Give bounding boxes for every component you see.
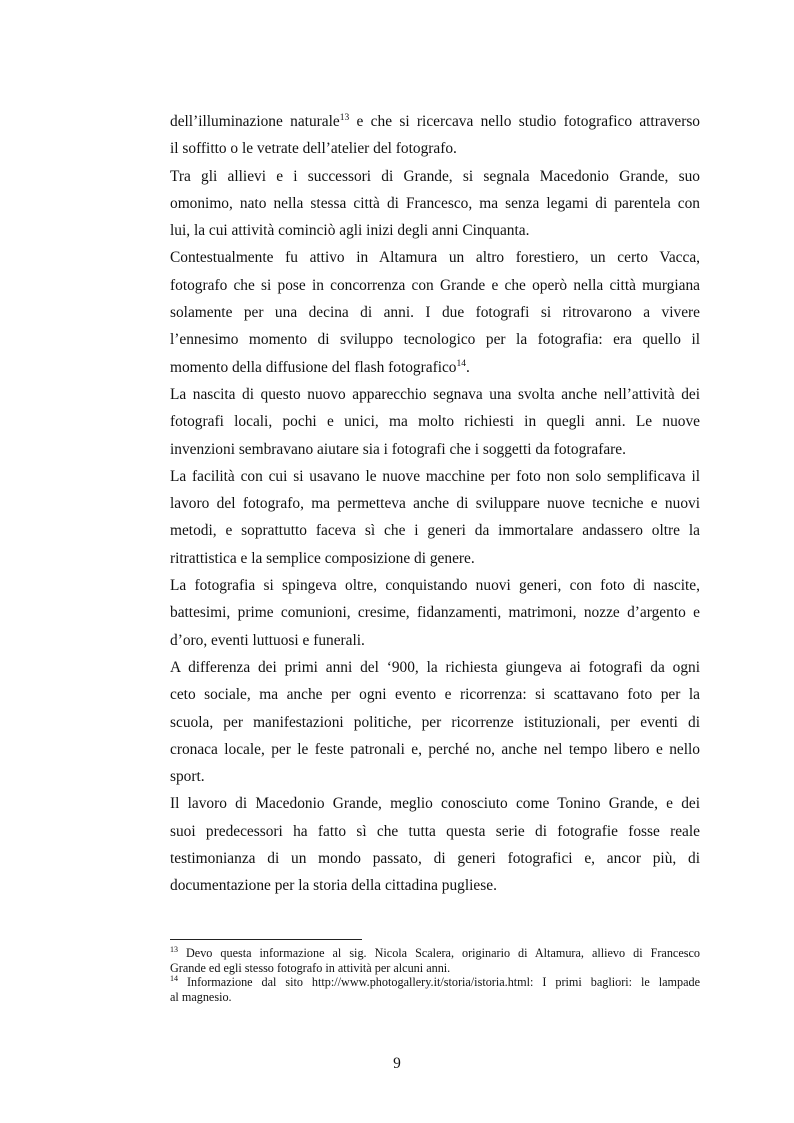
footnote-number: 13	[170, 945, 178, 954]
footnote-line: $^{14}$ Informazione dal sito http://www.photogallery.it/storia/istoria.html: I primi bagliori: le lampade	[170, 974, 700, 990]
text-line: A differenza dei primi anni del ‘900, la richiesta giungeva ai fotografi da ogni	[170, 658, 700, 676]
text-line: Il lavoro di Macedonio Grande, meglio conosciuto come Tonino Grande, e dei	[170, 795, 700, 813]
text-line: dell’illuminazione naturale$^{13}$ e che si ricercava nello studio fotografico attraverso	[170, 113, 701, 130]
text-line: solamente per una decina di anni. I due fotografi si ritrovarono a vivere	[170, 304, 700, 322]
text-line: suoi predecessori ha fatto sì che tutta questa serie di fotografie fosse reale	[170, 822, 700, 840]
footnote-line: $^{13}$ Devo questa informazione al sig. Nicola Scalera, originario di Altamura, allievo di Francesco	[170, 945, 700, 960]
text-line: battesimi, prime comunioni, cresime, fidanzamenti, matrimoni, nozze d’argento e	[170, 604, 700, 622]
text-line: fotografi locali, pochi e unici, ma molto richiesti in quegli anni. Le nuove	[170, 413, 700, 431]
text-line: La facilità con cui si usavano le nuove macchine per foto non solo semplificava il	[170, 467, 700, 485]
text-line: d’oro, eventi luttuosi e funerali.	[170, 631, 365, 649]
footnote-line: Grande ed egli stesso fotografo in attività per alcuni anni.	[170, 960, 451, 975]
text-line: testimonianza di un mondo passato, di generi fotografici e, ancor più, di	[170, 850, 700, 868]
footnote-line: al magnesio.	[170, 989, 232, 1004]
text-line: momento della diffusione del flash fotografico$^{14}$.	[170, 358, 470, 376]
text-line: l’ennesimo momento di sviluppo tecnologico per la fotografia: era quello il	[170, 331, 700, 349]
text-line: omonimo, nato nella stessa città di Francesco, ma senza legami di parentela con	[170, 194, 700, 212]
text-line: lavoro del fotografo, ma permetteva anche di sviluppare nuove tecniche e nuovi	[170, 495, 700, 513]
footnote-ref[interactable]: 13	[339, 113, 350, 123]
page-number: 9	[393, 1055, 401, 1072]
text-line: il soffitto o le vetrate dell’atelier del fotografo.	[170, 140, 457, 158]
text-line: Tra gli allievi e i successori di Grande, si segnala Macedonio Grande, suo	[170, 167, 700, 185]
text-line: fotografo che si pose in concorrenza con Grande e che operò nella città murgiana	[170, 276, 700, 294]
text-line: scuola, per manifestazioni politiche, per ricorrenze istituzionali, per eventi di	[170, 713, 700, 731]
text-line: documentazione per la storia della cittadina pugliese.	[170, 877, 497, 895]
text-line: sport.	[170, 768, 205, 786]
footnote-number: 14	[170, 974, 178, 984]
body-text	[170, 108, 700, 900]
text-line: ritrattistica e la semplice composizione di genere.	[170, 549, 475, 567]
text-line: cronaca locale, per le feste patronali e, perché no, anche nel tempo libero e nello	[170, 740, 700, 758]
text-line: metodi, e soprattutto faceva sì che i generi da immortalare andassero oltre la	[170, 522, 700, 540]
text-line: La fotografia si spingeva oltre, conquistando nuovi generi, con foto di nascite,	[170, 577, 700, 595]
text-line: ceto sociale, ma anche per ogni evento e ricorrenza: si scattavano foto per la	[170, 686, 700, 704]
text-line: invenzioni sembravano aiutare sia i fotografi che i soggetti da fotografare.	[170, 440, 626, 458]
footnotes	[170, 946, 700, 1004]
text-line: Contestualmente fu attivo in Altamura un altro forestiero, un certo Vacca,	[170, 249, 700, 267]
footnote-ref[interactable]: 14	[456, 358, 467, 369]
text-line: La nascita di questo nuovo apparecchio segnava una svolta anche nell’attività dei	[170, 385, 700, 403]
footnote-separator	[170, 939, 362, 940]
text-line: lui, la cui attività cominciò agli inizi degli anni Cinquanta.	[170, 222, 530, 240]
